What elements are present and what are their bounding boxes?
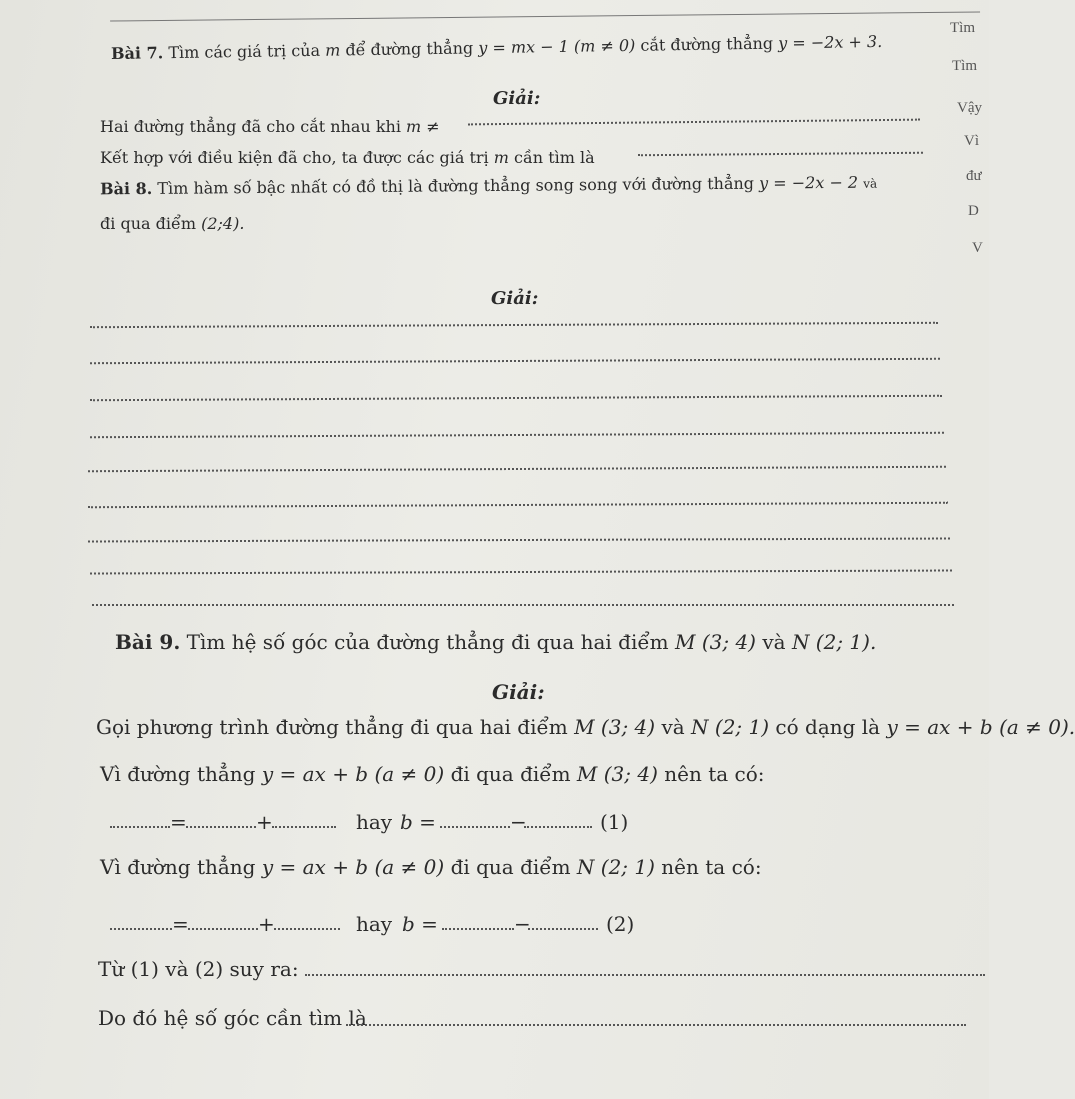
margin-word: Vậy xyxy=(957,100,982,116)
bai8-text: Tìm hàm số bậc nhất có đồ thị là đường thẳng song song với đường thẳng xyxy=(157,173,755,198)
bai7-answer-line2[interactable] xyxy=(638,152,923,156)
margin-word: Tìm xyxy=(950,20,975,36)
bai7-line2 xyxy=(100,148,595,167)
f1-hay: hay xyxy=(356,810,393,834)
bai9-title: Bài 9. xyxy=(115,630,181,654)
bai8-answer-line[interactable] xyxy=(90,322,938,328)
fill-blank[interactable] xyxy=(110,826,170,828)
bai9-answer-line5[interactable] xyxy=(346,1024,966,1026)
bai9-line1-n: N (2; 1) xyxy=(691,715,770,739)
bai8-problem xyxy=(100,173,877,199)
bai9-line3-eq: y = ax + b (a ≠ 0) xyxy=(261,855,445,879)
f1-plus: + xyxy=(256,810,273,834)
bai9-point-n: N (2; 1). xyxy=(791,630,877,654)
f1-eq: = xyxy=(170,810,187,834)
bai8-line2 xyxy=(100,214,244,233)
bai7-text: Tìm các giá trị của xyxy=(168,40,321,63)
bai8-title: Bài 8. xyxy=(99,178,153,199)
bai8-answer-line[interactable] xyxy=(88,466,946,472)
top-edge-line xyxy=(110,0,980,22)
bai8-answer-line[interactable] xyxy=(90,569,952,574)
bai8-point: (2;4). xyxy=(201,214,245,233)
bai9-line2-point: M (3; 4) xyxy=(576,762,658,786)
bai7-text3: cắt đường thẳng xyxy=(640,33,774,55)
bai7-line1 xyxy=(100,117,440,136)
bai9-line2-text: Vì đường thẳng xyxy=(100,762,256,786)
f2-minus: − xyxy=(514,912,531,936)
bai9-line1-va: và xyxy=(661,715,685,739)
bai8-answer-line[interactable] xyxy=(90,358,940,364)
bai9-line3-text: Vì đường thẳng xyxy=(100,855,256,879)
bai9-line1-m: M (3; 4) xyxy=(574,715,656,739)
bai9-line3-end: nên ta có: xyxy=(661,855,762,879)
f1-num: (1) xyxy=(600,810,629,834)
fill-blank[interactable] xyxy=(186,826,256,828)
margin-word: đư xyxy=(966,168,982,184)
bai9-line1-end: có dạng là xyxy=(775,715,881,739)
bai9-line5: Do đó hệ số góc cần tìm là xyxy=(98,1006,367,1030)
bai9-line2-end: nên ta có: xyxy=(664,762,765,786)
bai9-line3-mid: đi qua điểm xyxy=(450,855,571,879)
f1-b: b = xyxy=(400,810,436,834)
fill-blank[interactable] xyxy=(274,928,340,930)
bai8-answer-line[interactable] xyxy=(90,395,942,401)
fill-blank[interactable] xyxy=(442,928,514,930)
f2-num: (2) xyxy=(606,912,635,936)
bai9-answer-line4[interactable] xyxy=(305,974,985,976)
bai9-line1-eq: y = ax + b (a ≠ 0). xyxy=(886,715,1075,739)
f2-hay: hay xyxy=(356,912,393,936)
bai7-line1-text: Hai đường thẳng đã cho cắt nhau khi xyxy=(100,117,401,136)
f2-eq: = xyxy=(172,912,189,936)
bai8-answer-line[interactable] xyxy=(88,537,950,542)
bai7-answer-line1[interactable] xyxy=(468,119,920,126)
bai8-answer-line[interactable] xyxy=(92,604,954,606)
bai9-line3-point: N (2; 1) xyxy=(576,855,655,879)
bai9-line2-mid: đi qua điểm xyxy=(450,762,571,786)
bai8-giai: Giải: xyxy=(491,288,539,309)
bai7-line2-text: Kết hợp với điều kiện đã cho, ta được các giá trị xyxy=(100,148,489,167)
bai7-line1-math: m ≠ xyxy=(406,117,440,136)
bai7-line2-end: cần tìm là xyxy=(514,148,595,167)
fill-blank[interactable] xyxy=(188,928,258,930)
fill-blank[interactable] xyxy=(528,928,598,930)
bai7-giai: Giải: xyxy=(493,88,541,109)
bai9-line4: Từ (1) và (2) suy ra: xyxy=(98,957,299,981)
bai7-line2-m: m xyxy=(493,148,509,167)
margin-word: Tìm xyxy=(952,58,977,74)
bai8-line2-text: đi qua điểm xyxy=(100,214,196,233)
bai9-giai: Giải: xyxy=(492,680,545,704)
margin-word: D xyxy=(968,203,979,219)
fill-blank[interactable] xyxy=(272,826,336,828)
bai7-title: Bài 7. xyxy=(110,43,164,64)
bai8-answer-line[interactable] xyxy=(90,432,944,438)
margin-word: Vì xyxy=(964,133,979,149)
margin-word: V xyxy=(972,240,983,256)
bai8-va: và xyxy=(863,176,878,191)
bai7-var-m: m xyxy=(324,40,341,60)
bai9-line1-text: Gọi phương trình đường thẳng đi qua hai điểm xyxy=(96,715,568,739)
f2-plus: + xyxy=(258,912,275,936)
bai9-line2 xyxy=(100,762,765,786)
bai9-va: và xyxy=(762,630,786,654)
bai9-line3 xyxy=(100,855,762,879)
bai9-point-m: M (3; 4) xyxy=(674,630,756,654)
bai7-text2: để đường thẳng xyxy=(345,38,474,60)
bai7-eq2: y = −2x + 3. xyxy=(778,31,883,53)
fill-blank[interactable] xyxy=(440,826,510,828)
bai9-line2-eq: y = ax + b (a ≠ 0) xyxy=(261,762,445,786)
bai9-problem xyxy=(115,630,876,654)
f1-minus: − xyxy=(510,810,527,834)
bai7-eq1: y = mx − 1 (m ≠ 0) xyxy=(478,35,636,58)
bai7-problem xyxy=(111,32,882,63)
fill-blank[interactable] xyxy=(110,928,172,930)
bai9-text: Tìm hệ số góc của đường thẳng đi qua hai điểm xyxy=(186,630,669,654)
bai8-answer-line[interactable] xyxy=(88,502,948,509)
bai9-line1 xyxy=(96,715,1075,739)
bai8-eq: y = −2x − 2 xyxy=(759,172,859,193)
fill-blank[interactable] xyxy=(524,826,592,828)
f2-b: b = xyxy=(402,912,438,936)
